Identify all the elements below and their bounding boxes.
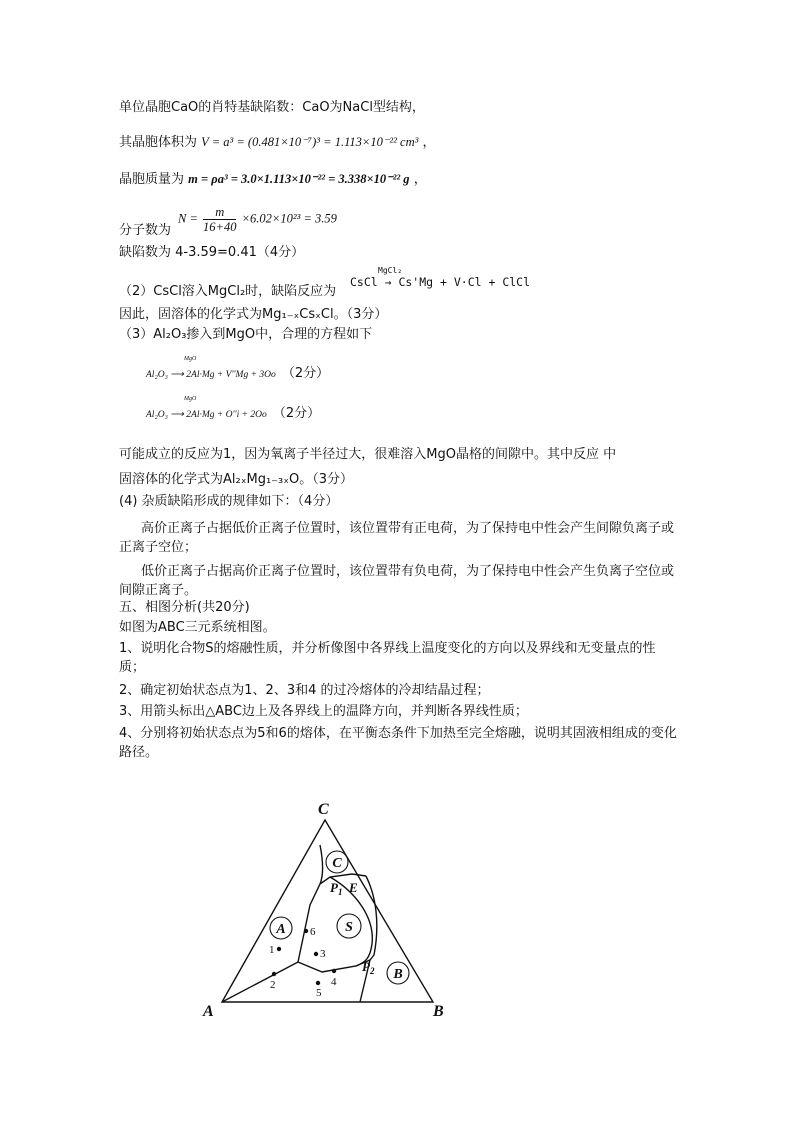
boundary-lower <box>222 960 370 1002</box>
mass-label: 晶胞质量为 <box>119 172 185 187</box>
paragraph-low-valence: 低价正离子占据高价正离子位置时，该位置带有负电荷，为了保持电中性会产生负离子空位或间隙正离子。 <box>119 564 675 598</box>
point-4-label: 4 <box>331 976 337 988</box>
vertex-b: B <box>433 1003 444 1020</box>
point-p2: $P_2$ <box>362 959 375 976</box>
point-6-label: 6 <box>310 926 316 938</box>
point-2-dot <box>272 972 276 976</box>
point-1-label: 1 <box>269 944 275 956</box>
point-4-dot <box>332 969 336 973</box>
vertex-a: A <box>203 1003 214 1020</box>
molecule-count-label: 分子数为 <box>119 223 172 238</box>
point-3-label: 3 <box>320 948 326 960</box>
point-5-label: 5 <box>316 987 322 999</box>
question-1: 1、说明化合物S的熔融性质，并分析像图中各界线上温度变化的方向以及界线和无变量点的性质； <box>119 641 656 675</box>
text-line-1: 单位晶胞CaO的肖特基缺陷数：CaO为NaCl型结构， <box>119 100 425 115</box>
point-6-dot <box>304 929 308 933</box>
al2o3-line: （3）Al₂O₃掺入到MgO中，合理的方程如下 <box>119 327 373 342</box>
region-a-label: A <box>276 922 286 937</box>
boundary-c-left <box>320 845 323 884</box>
point-e: E <box>349 880 358 895</box>
point-1-dot <box>277 947 281 951</box>
text-line-mass: 晶胞质量为 m = ρa³ = 3.0×1.113×10⁻²² = 3.338×10⁻²² g ， <box>119 172 427 187</box>
cscl-line: （2）CsCl溶入MgCl₂时，缺陷反应为 <box>119 284 337 299</box>
text-line-volume: 其晶胞体积为 V = a³ = (0.481×10⁻⁷)³ = 1.113×10⁻²² cm³ ， <box>119 135 436 150</box>
mass-formula: m = ρa³ = 3.0×1.113×10⁻²² = 3.338×10⁻²² g <box>188 172 410 186</box>
question-3: 3、用箭头标出△ABC边上及各界线上的温降方向，并判断各界线性质； <box>119 704 528 719</box>
al-solid-solution: 固溶体的化学式为Al₂ₓMg₁₋₃ₓO。（3分） <box>119 472 354 487</box>
point-p1: $P_1$ <box>330 880 343 897</box>
volume-formula: V = a³ = (0.481×10⁻⁷)³ = 1.113×10⁻²² cm³ <box>201 135 419 149</box>
question-2: 2、确定初始状态点为1、2、3和4 的过冷熔体的冷却结晶过程； <box>119 683 490 698</box>
impurity-rule-title: (4) 杂质缺陷形成的规律如下：（4分） <box>119 494 339 509</box>
region-s-label: S <box>345 920 353 935</box>
region-c-label: C <box>332 856 342 871</box>
defect-count-line: 缺陷数为 4-3.59=0.41（4分） <box>119 245 305 260</box>
equation-1: MgO Al₂O₃ ⟶ 2Al·Mg + V''Mg + 3Oo （2分） <box>146 356 330 381</box>
reaction-formula: CsCl → Cs'Mg + V·Cl + ClCl <box>350 275 531 289</box>
fraction: $\frac{m}{16+40}$ <box>203 205 237 234</box>
vertex-c: C <box>318 801 329 818</box>
molecule-count-formula: N = $\frac{m}{16+40}$ ×6.02×10²³ = 3.59 <box>178 205 337 234</box>
point-2-label: 2 <box>270 979 276 991</box>
reaction-explanation: 可能成立的反应为1，因为氧离子半径过大，很难溶入MgO晶格的间隙中。其中反应 中 <box>119 447 617 462</box>
intro-line: 如图为ABC三元系统相图。 <box>119 620 276 635</box>
question-4: 4、分别将初始状态点为5和6的熔体，在平衡态条件下加热至完全熔融，说明其固液相组成的变化路径。 <box>119 726 677 760</box>
paragraph-high-valence: 高价正离子占据低价正离子位置时，该位置带有正电荷，为了保持电中性会产生间隙负离子或正离子空位； <box>119 521 675 555</box>
region-b-label: B <box>393 967 403 982</box>
point-3-dot <box>314 952 318 956</box>
volume-label: 其晶胞体积为 <box>119 135 198 150</box>
section-heading: 五、相图分析(共20分) <box>119 600 250 615</box>
equation-2: MgO Al₂O₃ ⟶ 2Al·Mg + O''i + 2Oo （2分） <box>146 396 321 421</box>
solid-solution-line: 因此，固溶体的化学式为Mg₁₋ₓCsₓCl。（3分） <box>119 307 388 322</box>
point-5-dot <box>316 981 320 985</box>
arrow-label: MgCl₂ <box>378 266 403 275</box>
